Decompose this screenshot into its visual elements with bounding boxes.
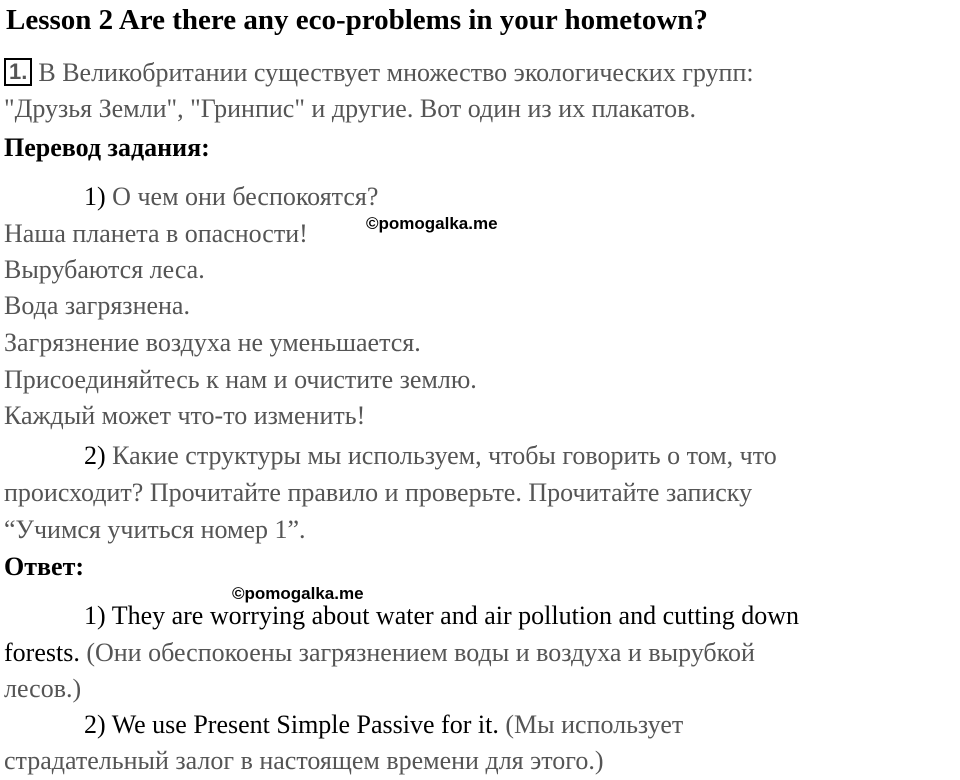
answer-heading: Ответ: — [4, 552, 85, 581]
question-2-number: 2) — [84, 441, 106, 470]
poster-line-5: Присоединяйтесь к нам и очистите землю. — [4, 365, 477, 394]
answer-2-line-2: страдательный залог в настоящем времени для этого.) — [4, 746, 604, 775]
poster-line-1: Наша планета в опасности! — [4, 219, 308, 248]
question-1-number: 1) — [84, 182, 106, 211]
watermark-top: ©pomogalka.me — [366, 214, 498, 233]
task-intro-line-1 — [4, 55, 754, 91]
answer-2-line-1 — [4, 707, 683, 743]
answer-2-english: 2) We use Present Simple Passive for it. — [84, 710, 499, 739]
question-1-text: О чем они беспокоятся? — [105, 182, 379, 211]
answer-1-line-3: лесов.) — [4, 674, 82, 703]
answer-1-line-1: 1) They are worrying about water and air pollution and cutting down — [84, 601, 800, 630]
answer-1-line-2 — [4, 635, 755, 671]
poster-line-6: Каждый может что-то изменить! — [4, 401, 366, 430]
poster-line-4: Загрязнение воздуха не уменьшается. — [4, 328, 421, 357]
translation-question-2-line-1 — [4, 438, 777, 474]
watermark-bottom: ©pomogalka.me — [232, 584, 364, 603]
answer-1-russian-1: (Они обеспокоены загрязнением воды и воздуха и вырубкой — [79, 638, 755, 667]
lesson-title: Lesson 2 Are there any eco-problems in your hometown? — [6, 4, 708, 36]
answer-1-english-end: forests. — [4, 638, 80, 667]
task-intro-text-1: В Великобритании существует множество экологических групп: — [38, 58, 754, 87]
poster-line-3: Вода загрязнена. — [4, 291, 190, 320]
translation-heading: Перевод задания: — [4, 133, 210, 162]
translation-question-1 — [4, 179, 378, 215]
translation-question-2-line-2: происходит? Прочитайте правило и проверьте. Прочитайте записку — [4, 478, 753, 507]
question-2-text-1: Какие структуры мы используем, чтобы говорить о том, что — [105, 441, 777, 470]
poster-line-2: Вырубаются леса. — [4, 255, 205, 284]
translation-question-2-line-3: “Учимся учиться номер 1”. — [4, 515, 306, 544]
task-intro-line-2: "Друзья Земли", "Гринпис" и другие. Вот один из их плакатов. — [4, 94, 696, 123]
task-number-badge: 1. — [4, 58, 32, 86]
answer-2-russian-1: (Мы использует — [498, 710, 684, 739]
